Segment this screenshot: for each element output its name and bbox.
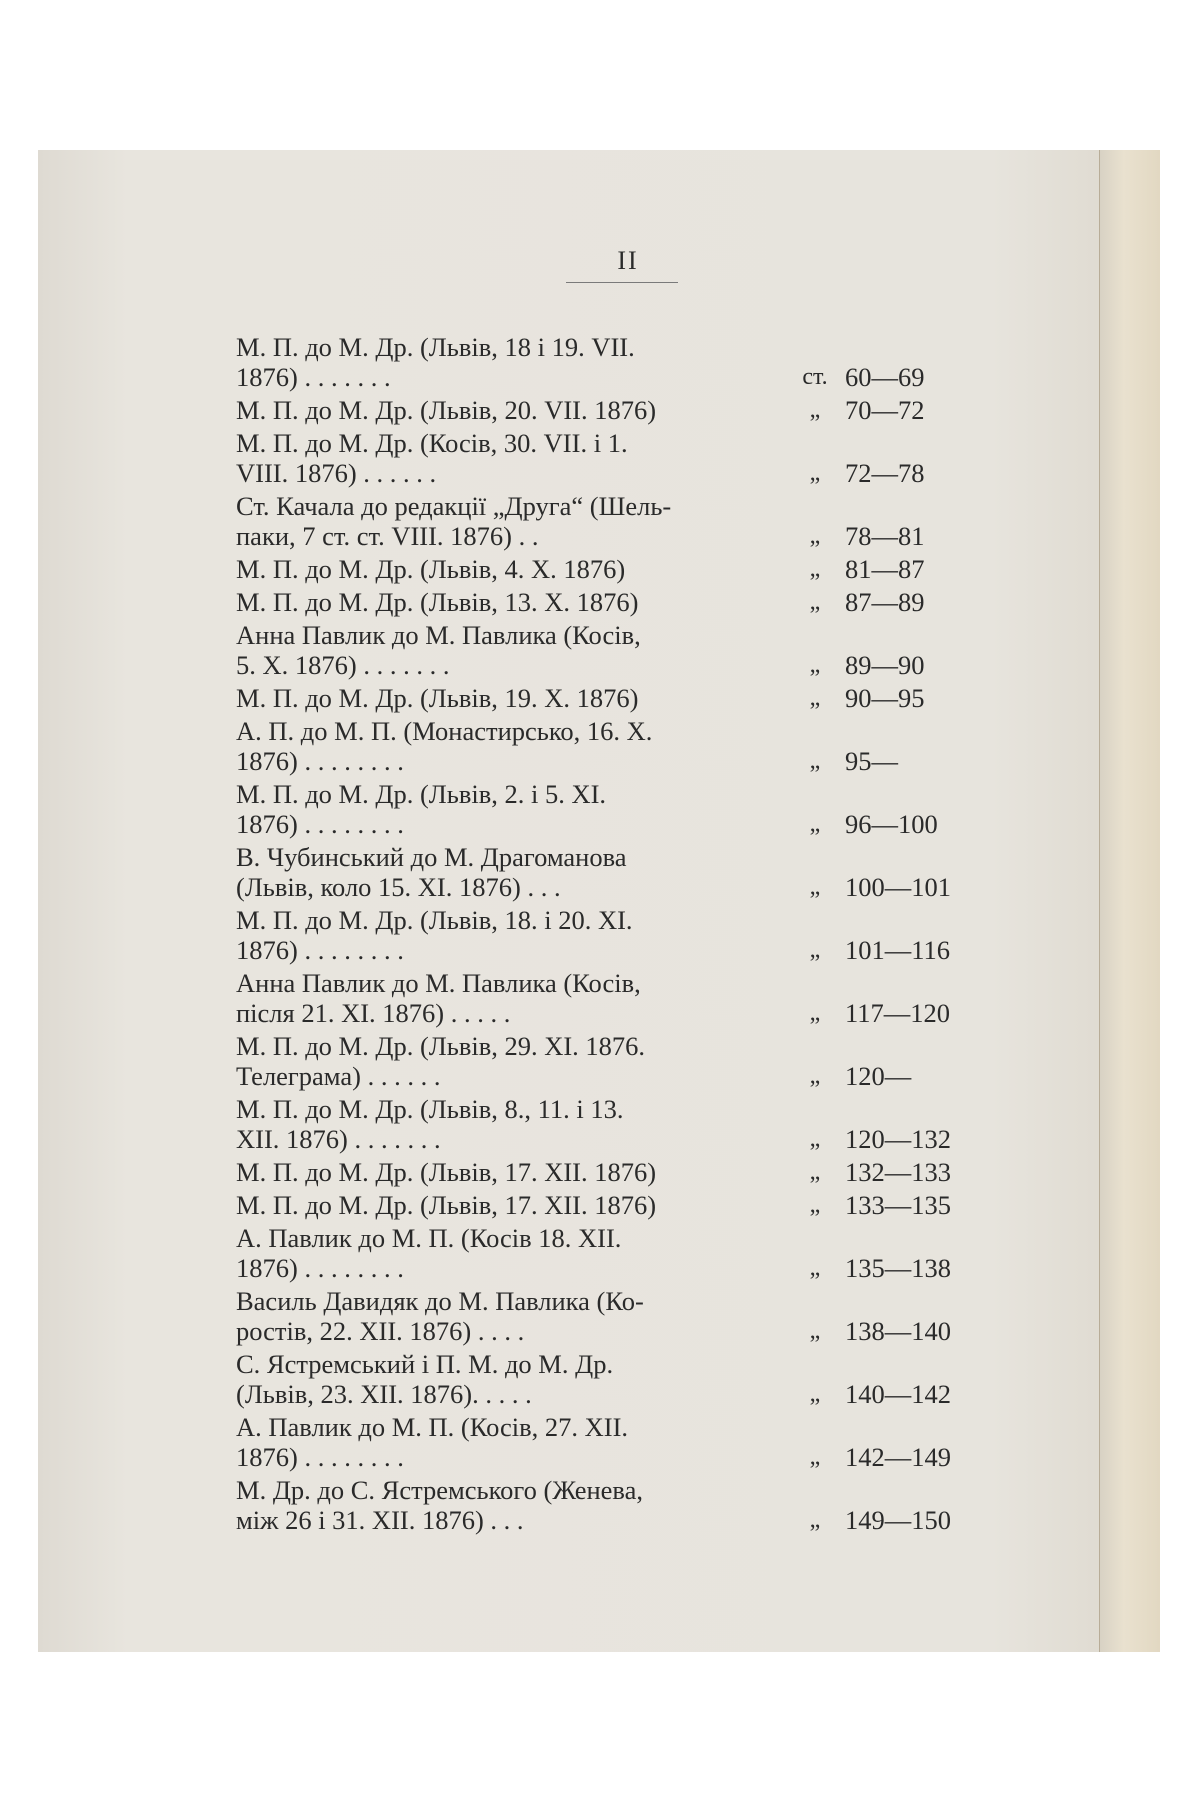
toc-entry (236, 620, 1036, 680)
toc-entry (236, 1157, 1036, 1187)
entry-pages: 60—69 (845, 362, 925, 392)
entry-mark: ст. (802, 364, 828, 390)
entry-mark: „ (809, 937, 821, 963)
entry-title: М. П. до М. Др. (Львів, 17. XII. 1876) (236, 1157, 657, 1187)
entry-pages: 101—116 (845, 935, 951, 965)
entry-title: А. Павлик до М. П. (Косів 18. XII. 1876) . . . . . . . . (236, 1223, 622, 1283)
entry-title: М. П. до М. Др. (Львів, 13. X. 1876) (236, 587, 639, 617)
entry-title: С. Ястремський і П. М. до М. Др. (Львів, 23. XII. 1876). . . . . (236, 1349, 614, 1409)
entry-pages: 140—142 (845, 1379, 951, 1409)
toc-entry (236, 1190, 1036, 1220)
entry-title: М. П. до М. Др. (Львів, 17. XII. 1876) (236, 1190, 657, 1220)
page-number-rule (566, 282, 678, 283)
toc-entry (236, 395, 1036, 425)
entry-pages: 100—101 (845, 872, 951, 902)
entry-title: М. П. до М. Др. (Львів, 18 і 19. VII. 1876) . . . . . . . (236, 332, 635, 392)
entry-title: М. П. до М. Др. (Львів, 20. VII. 1876) (236, 395, 657, 425)
toc-entry (236, 428, 1036, 488)
toc-entry (236, 491, 1036, 551)
entry-pages: 87—89 (845, 587, 925, 617)
entry-mark: „ (809, 685, 821, 711)
entry-mark: „ (809, 1381, 821, 1407)
entry-title: М. П. до М. Др. (Львів, 4. X. 1876) (236, 554, 626, 584)
entry-pages: 135—138 (845, 1253, 951, 1283)
entry-mark: „ (809, 1000, 821, 1026)
toc-entry (236, 716, 1036, 776)
entry-title: А. Павлик до М. П. (Косів, 27. XII. 1876) . . . . . . . . (236, 1412, 629, 1472)
page-edge (1099, 150, 1160, 1652)
entry-mark: „ (809, 811, 821, 837)
entry-mark: „ (809, 1318, 821, 1344)
entry-title: Василь Давидяк до М. Павлика (Ко- ростів, 22. XII. 1876) . . . . (236, 1286, 644, 1346)
toc-entry (236, 779, 1036, 839)
entry-title: М. П. до М. Др. (Львів, 18. і 20. XI. 1876) . . . . . . . . (236, 905, 633, 965)
toc-entry (236, 1349, 1036, 1409)
entry-title: М. П. до М. Др. (Львів, 8., 11. і 13. XII. 1876) . . . . . . . (236, 1094, 624, 1154)
entry-pages: 89—90 (845, 650, 925, 680)
entry-pages: 133—135 (845, 1190, 951, 1220)
entry-pages: 90—95 (845, 683, 925, 713)
toc-entry (236, 332, 1036, 392)
toc-entry (236, 842, 1036, 902)
toc-entry (236, 1094, 1036, 1154)
entry-pages: 78—81 (845, 521, 925, 551)
entry-mark: „ (809, 1192, 821, 1218)
entry-pages: 142—149 (845, 1442, 951, 1472)
entry-mark: „ (809, 652, 821, 678)
entry-mark: „ (809, 874, 821, 900)
entry-mark: „ (809, 1507, 821, 1533)
toc-entry (236, 1475, 1036, 1535)
entry-mark: „ (809, 1255, 821, 1281)
entry-mark: „ (809, 1063, 821, 1089)
entry-title: М. П. до М. Др. (Косів, 30. VII. і 1. VIII. 1876) . . . . . . (236, 428, 628, 488)
entry-pages: 81—87 (845, 554, 925, 584)
toc-entry (236, 587, 1036, 617)
entry-pages: 138—140 (845, 1316, 951, 1346)
entry-mark: „ (809, 460, 821, 486)
toc-entry (236, 1031, 1036, 1091)
entry-title: В. Чубинський до М. Драгоманова (Львів, коло 15. XI. 1876) . . . (236, 842, 627, 902)
toc-entry (236, 554, 1036, 584)
toc-entry (236, 1223, 1036, 1283)
entry-title: Ст. Качала до редакції „Друга“ (Шель- паки, 7 ст. ст. VIII. 1876) . . (236, 491, 672, 551)
entry-title: Анна Павлик до М. Павлика (Косів, після 21. XI. 1876) . . . . . (236, 968, 641, 1028)
entry-mark: „ (809, 523, 821, 549)
entry-pages: 117—120 (845, 998, 951, 1028)
entry-pages: 95— (845, 746, 898, 776)
book-page (38, 150, 1160, 1652)
entry-mark: „ (809, 556, 821, 582)
entry-pages: 72—78 (845, 458, 925, 488)
entry-title: М. П. до М. Др. (Львів, 19. X. 1876) (236, 683, 639, 713)
entry-pages: 70—72 (845, 395, 925, 425)
entry-mark: „ (809, 748, 821, 774)
entry-mark: „ (809, 1444, 821, 1470)
entry-mark: „ (809, 397, 821, 423)
entry-pages: 120—132 (845, 1124, 951, 1154)
toc-entry (236, 1412, 1036, 1472)
toc-entry (236, 1286, 1036, 1346)
table-of-contents (236, 332, 1036, 1538)
entry-title: М. Др. до С. Ястремського (Женева, між 26 і 31. XII. 1876) . . . (236, 1475, 643, 1535)
entry-pages: 132—133 (845, 1157, 951, 1187)
entry-title: А. П. до М. П. (Монастирсько, 16. X. 1876) . . . . . . . . (236, 716, 653, 776)
entry-title: М. П. до М. Др. (Львів, 29. XI. 1876. Телеграма) . . . . . . (236, 1031, 646, 1091)
entry-mark: „ (809, 589, 821, 615)
entry-title: М. П. до М. Др. (Львів, 2. і 5. XI. 1876) . . . . . . . . (236, 779, 607, 839)
entry-pages: 149—150 (845, 1505, 951, 1535)
page-number: II (617, 246, 639, 275)
entry-pages: 96—100 (845, 809, 938, 839)
toc-entry (236, 968, 1036, 1028)
entry-title: Анна Павлик до М. Павлика (Косів, 5. X. 1876) . . . . . . . (236, 620, 641, 680)
entry-pages: 120— (845, 1061, 912, 1091)
toc-entry (236, 905, 1036, 965)
entry-mark: „ (809, 1126, 821, 1152)
entry-mark: „ (809, 1159, 821, 1185)
toc-entry (236, 683, 1036, 713)
